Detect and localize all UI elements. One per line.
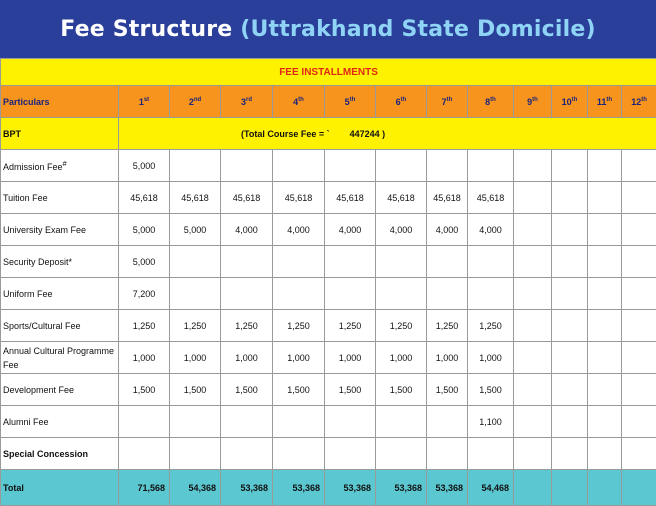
fee-row-label-text: Security Deposit*	[3, 257, 72, 267]
fee-cell: 1,000	[376, 342, 427, 374]
fee-cell	[221, 150, 273, 182]
installment-header-8	[468, 86, 514, 118]
installment-suffix: th	[350, 97, 356, 103]
fee-cell	[588, 310, 622, 342]
fee-row-label-text: Tuition Fee	[3, 193, 48, 203]
fee-cell	[427, 246, 468, 278]
fee-cell: 1,000	[273, 342, 325, 374]
fee-cell: 1,250	[170, 310, 221, 342]
installment-header-7	[427, 86, 468, 118]
installments-row	[1, 59, 656, 86]
fee-cell	[221, 438, 273, 470]
page-banner	[0, 0, 656, 58]
fee-cell	[221, 246, 273, 278]
header-row	[1, 86, 656, 118]
fee-cell	[552, 438, 588, 470]
fee-row-label	[1, 214, 119, 246]
fee-cell	[325, 150, 376, 182]
fee-cell	[514, 214, 552, 246]
fee-cell	[622, 182, 656, 214]
installment-suffix: rd	[246, 97, 252, 103]
fee-cell: 1,500	[119, 374, 170, 406]
fee-cell: 1,000	[427, 342, 468, 374]
fee-cell	[119, 406, 170, 438]
fee-cell: 1,250	[221, 310, 273, 342]
installment-suffix: th	[490, 97, 496, 103]
fee-row	[1, 214, 656, 246]
fee-cell: 1,500	[427, 374, 468, 406]
fee-cell: 1,000	[468, 342, 514, 374]
fee-cell	[622, 310, 656, 342]
fee-cell	[514, 182, 552, 214]
installment-number: 1	[139, 97, 144, 107]
fee-cell: 5,000	[119, 246, 170, 278]
fee-row	[1, 342, 656, 374]
total-cell: 53,368	[273, 470, 325, 506]
fee-cell	[170, 278, 221, 310]
fee-row-label	[1, 278, 119, 310]
fee-cell: 1,000	[221, 342, 273, 374]
total-cell: 53,368	[221, 470, 273, 506]
fee-cell	[588, 438, 622, 470]
fee-cell: 4,000	[468, 214, 514, 246]
installment-suffix: th	[641, 97, 647, 103]
fee-row-label-text: Development Fee	[3, 385, 74, 395]
fee-cell	[376, 278, 427, 310]
fee-cell: 5,000	[119, 150, 170, 182]
fee-cell	[588, 374, 622, 406]
fee-cell	[468, 150, 514, 182]
fee-cell: 1,250	[376, 310, 427, 342]
fee-row	[1, 246, 656, 278]
installment-suffix: th	[606, 97, 612, 103]
installment-header-12	[622, 86, 656, 118]
special-concession-row	[1, 438, 656, 470]
fee-cell	[514, 438, 552, 470]
total-cell: 53,368	[325, 470, 376, 506]
installment-header-4	[273, 86, 325, 118]
installments-title: FEE INSTALLMENTS	[1, 59, 656, 86]
fee-row-label-text: Annual Cultural Programme Fee	[3, 346, 114, 370]
fee-cell	[468, 438, 514, 470]
fee-cell	[273, 246, 325, 278]
fee-row	[1, 374, 656, 406]
fee-cell	[588, 182, 622, 214]
fee-cell	[552, 182, 588, 214]
fee-cell	[552, 246, 588, 278]
fee-row-label	[1, 310, 119, 342]
fee-cell: 4,000	[376, 214, 427, 246]
fee-cell	[325, 406, 376, 438]
fee-structure-table	[0, 58, 656, 506]
fee-cell: 7,200	[119, 278, 170, 310]
fee-cell	[468, 246, 514, 278]
fee-row-label-text: Admission Fee	[3, 162, 63, 172]
fee-cell	[221, 406, 273, 438]
total-cell: 53,368	[376, 470, 427, 506]
fee-cell	[622, 278, 656, 310]
fee-cell	[514, 374, 552, 406]
fee-row-label	[1, 182, 119, 214]
fee-cell: 45,618	[325, 182, 376, 214]
fee-cell: 1,100	[468, 406, 514, 438]
total-cell: 71,568	[119, 470, 170, 506]
fee-row	[1, 278, 656, 310]
installment-number: 9	[527, 97, 532, 107]
fee-cell	[622, 406, 656, 438]
fee-cell	[588, 214, 622, 246]
fee-cell	[588, 278, 622, 310]
fee-cell	[622, 438, 656, 470]
installment-number: 7	[442, 97, 447, 107]
course-fee-amount: 447244 )	[350, 129, 386, 139]
installment-suffix: th	[298, 97, 304, 103]
fee-row	[1, 182, 656, 214]
installment-header-5	[325, 86, 376, 118]
fee-cell	[514, 278, 552, 310]
fee-row-label-text: University Exam Fee	[3, 225, 86, 235]
fee-row-label-text: Uniform Fee	[3, 289, 53, 299]
fee-cell: 45,618	[376, 182, 427, 214]
fee-row-label	[1, 150, 119, 182]
fee-cell: 4,000	[325, 214, 376, 246]
fee-cell: 45,618	[221, 182, 273, 214]
fee-cell	[514, 342, 552, 374]
fee-cell: 1,500	[273, 374, 325, 406]
fee-row	[1, 310, 656, 342]
fee-cell	[273, 438, 325, 470]
installment-suffix: th	[447, 97, 453, 103]
fee-cell	[376, 246, 427, 278]
fee-cell: 1,000	[325, 342, 376, 374]
installment-suffix: st	[144, 97, 149, 103]
fee-cell	[170, 150, 221, 182]
installment-header-1	[119, 86, 170, 118]
fee-cell: 1,500	[221, 374, 273, 406]
fee-cell: 4,000	[273, 214, 325, 246]
fee-cell: 1,500	[170, 374, 221, 406]
installment-number: 6	[396, 97, 401, 107]
fee-cell	[376, 406, 427, 438]
installment-header-11	[588, 86, 622, 118]
fee-cell: 1,250	[325, 310, 376, 342]
fee-cell	[273, 278, 325, 310]
course-total-fee	[119, 118, 656, 150]
fee-cell: 5,000	[170, 214, 221, 246]
fee-row-label-text: Alumni Fee	[3, 417, 49, 427]
fee-row-label	[1, 342, 119, 374]
fee-cell	[325, 246, 376, 278]
fee-row-label	[1, 406, 119, 438]
total-cell: 53,368	[427, 470, 468, 506]
special-concession-label: Special Concession	[1, 438, 119, 470]
installment-header-9	[514, 86, 552, 118]
fee-cell: 45,618	[119, 182, 170, 214]
fee-cell	[273, 150, 325, 182]
title-main: Fee Structure	[60, 17, 232, 42]
fee-cell: 1,000	[119, 342, 170, 374]
total-cell	[552, 470, 588, 506]
fee-cell	[325, 278, 376, 310]
fee-cell	[552, 278, 588, 310]
course-name: BPT	[1, 118, 119, 150]
fee-cell	[552, 406, 588, 438]
total-cell: 54,368	[170, 470, 221, 506]
fee-cell	[514, 246, 552, 278]
fee-cell	[552, 342, 588, 374]
fee-cell: 45,618	[273, 182, 325, 214]
installment-number: 11	[597, 97, 607, 107]
fee-cell: 1,500	[325, 374, 376, 406]
fee-cell	[427, 438, 468, 470]
particulars-header: Particulars	[1, 86, 119, 118]
installment-header-3	[221, 86, 273, 118]
fee-cell	[119, 438, 170, 470]
total-row	[1, 470, 656, 506]
installment-suffix: th	[572, 97, 578, 103]
fee-cell: 4,000	[427, 214, 468, 246]
installment-number: 8	[485, 97, 490, 107]
fee-cell: 1,500	[376, 374, 427, 406]
fee-cell	[552, 310, 588, 342]
fee-cell: 1,250	[468, 310, 514, 342]
fee-row-label	[1, 246, 119, 278]
installment-number: 10	[562, 97, 572, 107]
installment-number: 3	[241, 97, 246, 107]
fee-cell: 1,250	[273, 310, 325, 342]
fee-cell	[170, 438, 221, 470]
fee-cell	[273, 406, 325, 438]
installment-header-6	[376, 86, 427, 118]
fee-cell: 5,000	[119, 214, 170, 246]
fee-cell	[552, 374, 588, 406]
total-cell	[588, 470, 622, 506]
fee-row-label-text: Sports/Cultural Fee	[3, 321, 81, 331]
fee-row	[1, 150, 656, 182]
fee-cell	[170, 406, 221, 438]
installment-header-10	[552, 86, 588, 118]
total-cell	[514, 470, 552, 506]
fee-cell	[427, 150, 468, 182]
fee-cell: 45,618	[427, 182, 468, 214]
fee-cell	[588, 150, 622, 182]
fee-cell	[588, 406, 622, 438]
fee-cell	[588, 342, 622, 374]
fee-cell: 45,618	[468, 182, 514, 214]
fee-cell	[376, 150, 427, 182]
fee-cell	[170, 246, 221, 278]
fee-cell	[325, 438, 376, 470]
page-title	[60, 17, 595, 42]
fee-row	[1, 406, 656, 438]
installment-number: 2	[189, 97, 194, 107]
installment-number: 4	[293, 97, 298, 107]
fee-cell	[427, 278, 468, 310]
course-fee-note: (Total Course Fee = `	[241, 129, 330, 139]
fee-cell	[376, 438, 427, 470]
total-cell: 54,468	[468, 470, 514, 506]
fee-cell: 45,618	[170, 182, 221, 214]
fee-cell	[468, 278, 514, 310]
fee-cell	[514, 150, 552, 182]
fee-cell	[427, 406, 468, 438]
fee-cell: 1,000	[170, 342, 221, 374]
course-row	[1, 118, 656, 150]
total-label: Total	[1, 470, 119, 506]
installment-number: 5	[345, 97, 350, 107]
fee-cell	[622, 246, 656, 278]
fee-cell: 4,000	[221, 214, 273, 246]
total-cell	[622, 470, 656, 506]
fee-row-mark: #	[63, 159, 67, 168]
installment-suffix: nd	[194, 97, 201, 103]
fee-cell	[588, 246, 622, 278]
fee-cell	[514, 310, 552, 342]
fee-cell	[622, 150, 656, 182]
fee-cell	[514, 406, 552, 438]
fee-cell: 1,250	[119, 310, 170, 342]
installment-suffix: th	[401, 97, 407, 103]
installment-suffix: th	[532, 97, 538, 103]
fee-cell	[622, 374, 656, 406]
fee-cell	[552, 150, 588, 182]
fee-cell	[622, 342, 656, 374]
installment-header-2	[170, 86, 221, 118]
installment-number: 12	[631, 97, 641, 107]
fee-cell: 1,500	[468, 374, 514, 406]
fee-cell	[622, 214, 656, 246]
fee-cell	[221, 278, 273, 310]
title-subtitle: (Uttrakhand State Domicile)	[240, 17, 596, 42]
fee-row-label	[1, 374, 119, 406]
fee-cell: 1,250	[427, 310, 468, 342]
fee-cell	[552, 214, 588, 246]
